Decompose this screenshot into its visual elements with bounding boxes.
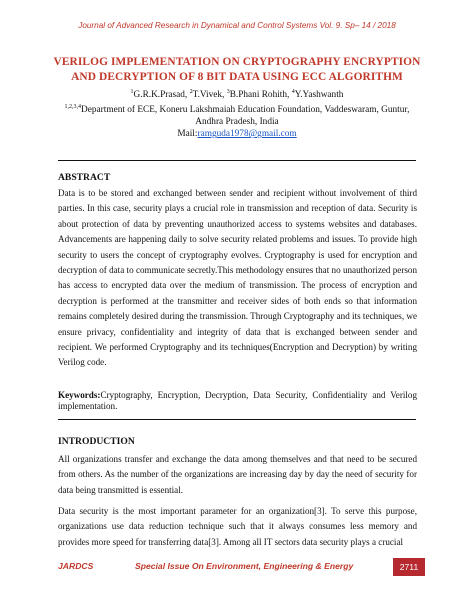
affiliation-sup: 1,2,3,4	[64, 104, 82, 111]
affiliation-text: Department of ECE, Koneru Lakshmaiah Education Foundation, Vaddeswaram, Guntur,	[81, 105, 410, 116]
divider-bottom	[58, 419, 416, 420]
affiliation-line-1	[0, 101, 474, 116]
introduction-heading: INTRODUCTION	[58, 436, 135, 447]
author-block	[0, 86, 474, 140]
keywords-text: Cryptography, Encryption, Decryption, Data Security, Confidentiality and Verilog implementation.	[58, 390, 417, 411]
mail-line	[0, 128, 474, 140]
author-1: G.R.K.Prasad,	[133, 90, 190, 101]
intro-text-2: Data security is the most important parameter for an organization[3]. To serve this purpose, organizations use data reduction technique such that it always consumes less memory and provides more speed for transferring data[3]. Among all IT sectors data security plays a crucial	[58, 506, 417, 547]
footer-journal-abbrev: JARDCS	[58, 561, 94, 571]
journal-header: Journal of Advanced Research in Dynamical and Control Systems Vol. 9. Sp– 14 / 2018	[78, 21, 396, 30]
author-3: B.Phani Rohith,	[229, 90, 292, 101]
author-4: Y.Yashwanth	[294, 90, 344, 101]
page-number: 2711	[393, 558, 425, 576]
intro-text-1: All organizations transfer and exchange the data among themselves and that need to be secured from others. As the number of the organizations are increasing day by day the need of security for data being transmitted is essential.	[58, 454, 417, 495]
affiliation-line-2: Andhra Pradesh, India	[195, 117, 279, 128]
abstract-heading: ABSTRACT	[58, 172, 111, 183]
author-2-sup: 2	[189, 89, 193, 95]
author-list	[0, 86, 474, 101]
footer-issue-title: Special Issue On Environment, Engineering & Energy	[135, 561, 354, 571]
author-4-sup: 4	[291, 89, 295, 95]
mail-label: Mail:	[177, 129, 198, 140]
mail-link[interactable]: ramguda1978@gmail.com	[197, 129, 297, 140]
divider-top	[58, 160, 416, 161]
abstract-text: Data is to be stored and exchanged between sender and recipient without involvement of third parties. In this case, security plays a crucial role in transmission and reception of data. Security is about protection of data by preventing unauthorized access to systems websites and databases. Advancements are happening daily to solve security related problems and issues. To provide high security to users the concept of cryptography evolves. Cryptography is used for encryption and decryption of data to communicate secretly.This methodology ensures that no unauthorized person has access to encrypted data over the medium of transmission. The process of encryption and decryption is performed at the transmitter and receiver sides of both ends so that information remains completely desired during the transmission. Through Cryptography and its techniques, we ensure privacy, confidentiality and integrity of data that is exchanged between sender and recipient. We performed Cryptography and its techniques(Encryption and Decryption) by writing Verilog code.	[58, 188, 417, 368]
title-line-2: AND DECRYPTION OF 8 BIT DATA USING ECC ALGORITHM	[71, 71, 403, 83]
author-3-sup: 3	[226, 89, 230, 95]
introduction-para-2	[58, 504, 417, 550]
author-1-sup: 1	[130, 89, 134, 95]
paper-title	[40, 55, 434, 85]
title-line-1: VERILOG IMPLEMENTATION ON CRYPTOGRAPHY ENCRYPTION	[53, 56, 421, 68]
keywords	[58, 390, 417, 412]
introduction-para-1	[58, 452, 417, 498]
abstract-body	[58, 186, 417, 371]
author-2: T.Vivek,	[192, 90, 227, 101]
keywords-label: Keywords:	[58, 390, 101, 400]
